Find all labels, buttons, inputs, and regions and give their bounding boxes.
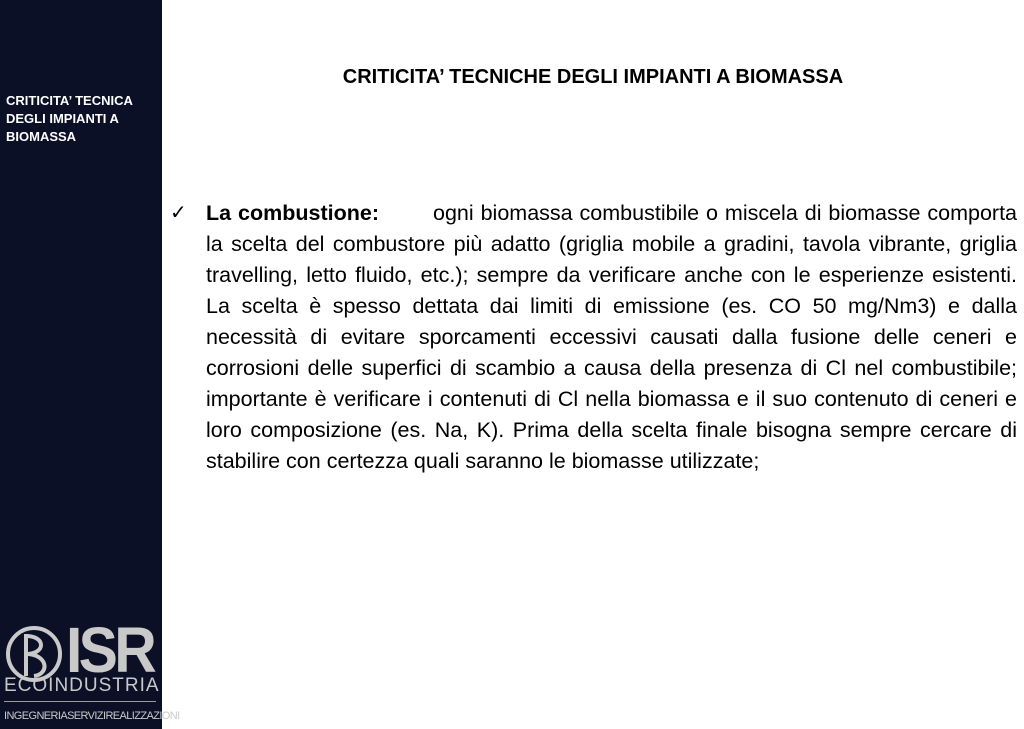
bullet-lead: La combustione: [206, 201, 379, 225]
logo-tagline: INGEGNERIASERVIZIREALIZZAZIONI [4, 710, 180, 722]
content-area [168, 198, 1018, 477]
sidebar-title: CRITICITA’ TECNICA DEGLI IMPIANTI A BIOMASSA [6, 93, 133, 144]
page-title: CRITICITA’ TECNICHE DEGLI IMPIANTI A BIOMASSA [342, 66, 844, 88]
bullet-paragraph [206, 198, 1017, 477]
logo-name: ISR [66, 614, 154, 686]
company-logo [0, 612, 180, 729]
check-icon: ✓ [170, 202, 187, 224]
logo-subtitle: ECOINDUSTRIA [4, 675, 160, 696]
bullet-body: ogni biomassa combustibile o miscela di biomasse comporta la scelta del combustore più adatto (griglia mobile a gradini, tavola vibrante, griglia travelling, letto fluido, etc.); sempre da verificare anche con le esperienze esistenti. La scelta è spesso dettata dai limiti di emissione (es. CO 50 mg/Nm3) e dalla necessità di evitare sporcamenti eccessivi causati dalla fusione delle ceneri e corrosioni delle superfici di scambio a causa della presenza di Cl nel combustibile; importante è verificare i contenuti di Cl nella biomassa e il suo contenuto di ceneri e loro composizione (es. Na, K). Prima della scelta finale bisogna sempre cercare di stabilire con certezza quali saranno le biomasse utilizzate; [206, 201, 1018, 473]
sidebar [0, 0, 180, 729]
logo-divider [4, 701, 156, 702]
